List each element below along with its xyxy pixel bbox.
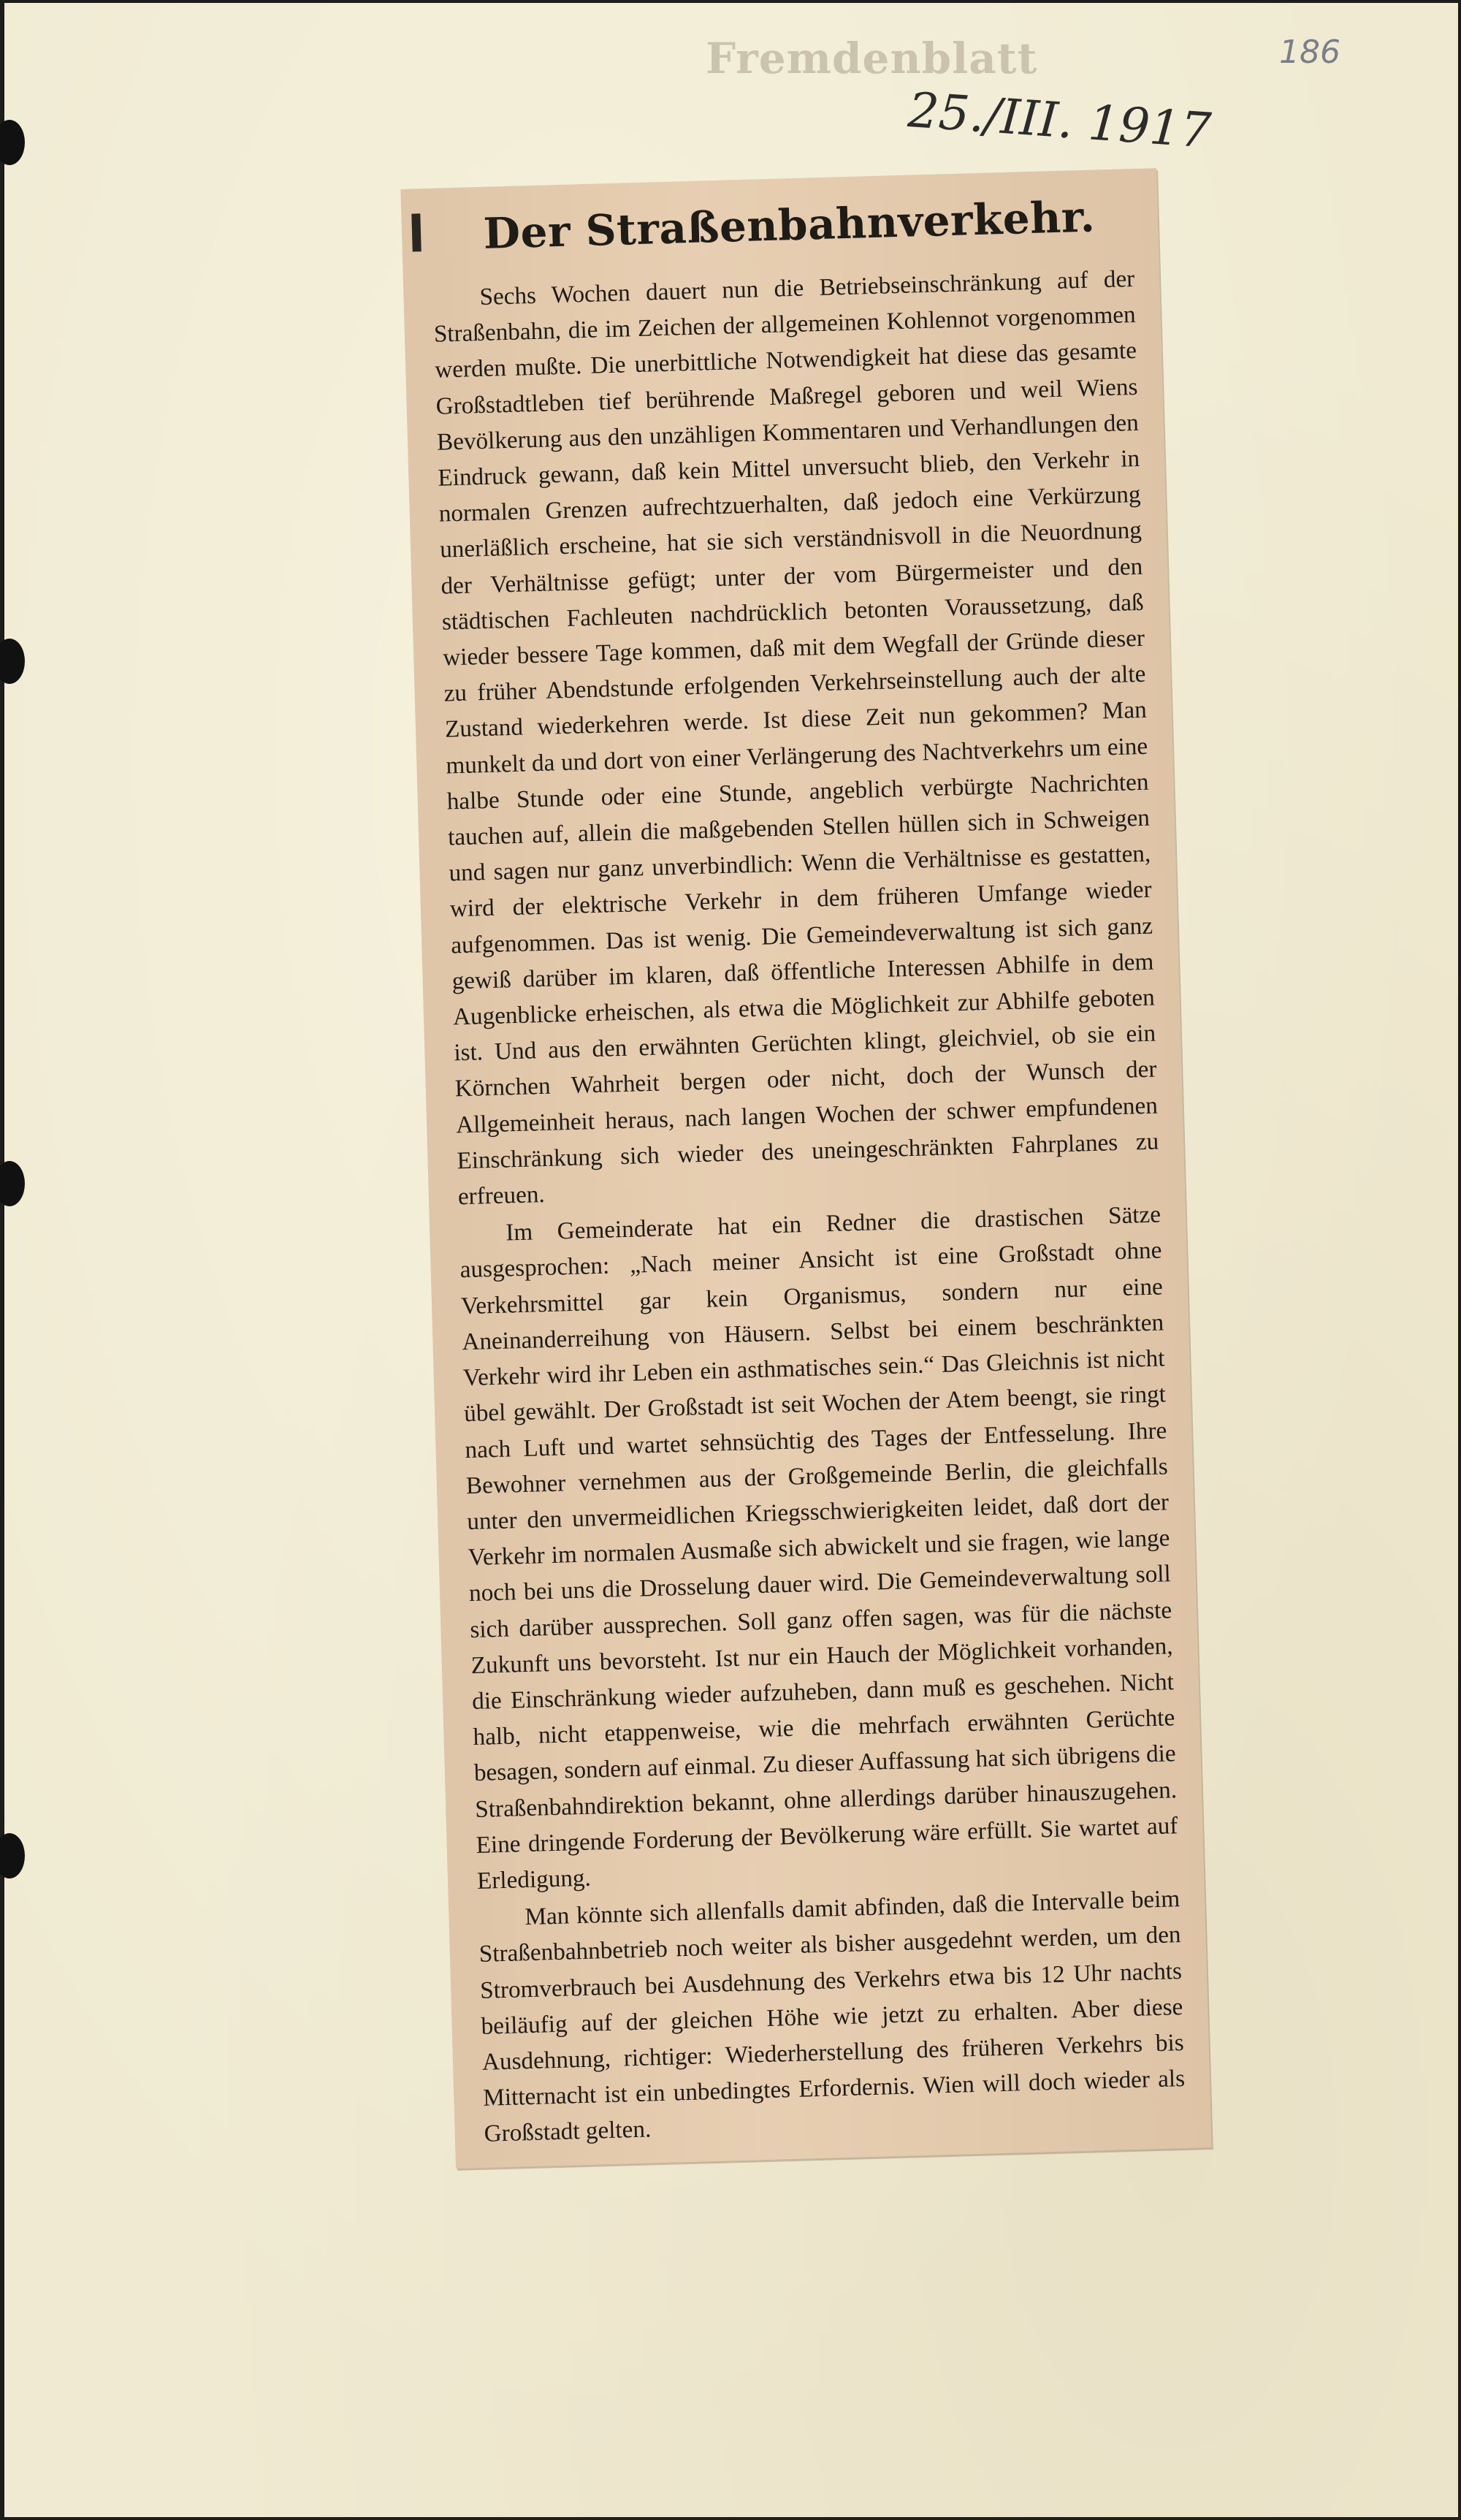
handwritten-date: 25./III. 1917 bbox=[906, 82, 1213, 159]
punch-hole bbox=[0, 120, 25, 165]
article-paragraph: Sechs Wochen dauert nun die Betriebseinschränkung auf der Straßenbahn, die im Zeichen der allgemeinen Kohlennot vorgenommen werden mußte. Die unerbittliche Notwendigkeit hat diese das gesamte Großstadtleben tief berührende Maßregel geboren und weil Wiens Bevölkerung aus den unzähligen Kommentaren und Verhandlungen den Eindruck gewann, daß kein Mittel unversucht blieb, den Verkehr in normalen Grenzen aufrechtzuerhalten, daß jedoch eine Verkürzung unerläßlich erscheine, hat sie sich verständnisvoll in die Neuordnung der Verhältnisse gefügt; unter der vom Bürgermeister und den städtischen Fachleuten nachdrücklich betonten Voraussetzung, daß wieder bessere Tage kommen, daß mit dem Wegfall der Gründe dieser zu früher Abendstunde erfolgenden Verkehrseinstellung auch der alte Zustand wiederkehren werde. Ist diese Zeit nun gekommen? Man munkelt da und dort von einer Verlängerung des Nachtverkehrs um eine halbe Stunde oder eine Stunde, angeblich verbürgte Nachrichten tauchen auf, allein die maßgebenden Stellen hüllen sich in Schweigen und sagen nur ganz unverbindlich: Wenn die Verhältnisse es gestatten, wird der elektrische Verkehr in dem früheren Umfange wieder aufgenommen. Das ist wenig. Die Gemeindeverwaltung ist sich ganz gewiß darüber im klaren, daß öffentliche Interessen Abhilfe in dem Augenblicke erheischen, als etwa die Möglichkeit zur Abhilfe geboten ist. Und aus den erwähnten Gerüchten klingt, gleichviel, ob sie ein Körnchen Wahrheit bergen oder nicht, doch der Wunsch der Allgemeinheit heraus, nach langen Wochen der schwer empfundenen Einschränkung sich wieder des uneingeschränkten Fahrplanes zu erfreuen. bbox=[433, 264, 1159, 1211]
archive-sheet bbox=[4, 3, 1458, 2517]
article-title: Der Straßenbahnverkehr. bbox=[482, 191, 1096, 259]
article-paragraph: Im Gemeinderate hat ein Redner die drastischen Sätze ausgesprochen: „Nach meiner Ansicht ist eine Großstadt ohne Verkehrsmittel gar kein Organismus, sondern nur eine Aneinanderreihung von Häusern. Selbst bei einem beschränkten Verkehr wird ihr Leben ein asthmatisches sein.“ Das Gleichnis ist nicht übel gewählt. Der Großstadt ist seit Wochen der Atem beengt, sie ringt nach Luft und wartet sehnsüchtig des Tages der Entfesselung. Ihre Bewohner vernehmen aus der Großgemeinde Berlin, die gleichfalls unter den unvermeidlichen Kriegsschwierigkeiten leidet, daß dort der Verkehr im normalen Ausmaße sich abwickelt und sie fragen, wie lange noch bei uns die Drosselung dauer wird. Die Gemeindeverwaltung soll sich darüber aussprechen. Soll ganz offen sagen, was für die nächste Zukunft uns bevorsteht. Ist nur ein Hauch der Möglichkeit vorhanden, die Einschränkung wieder aufzuheben, dann muß es geschehen. Nicht halb, nicht etappenweise, wie die mehrfach erwähnten Gerüchte besagen, sondern auf einmal. Zu dieser Auffassung hat sich übrigens die Straßenbahndirektion bekannt, ohne allerdings darüber hinauszugehen. Eine dringende Forderung der Bevölkerung wäre erfüllt. Sie wartet auf Erledigung. bbox=[459, 1200, 1178, 1895]
punch-hole bbox=[0, 639, 25, 684]
article-body bbox=[400, 168, 1211, 2167]
column-marker bbox=[411, 213, 421, 251]
article-paragraph: Man könnte sich allenfalls damit abfinden, daß die Intervalle beim Straßenbahnbetrieb noch weiter als bisher ausgedehnt werden, um den Stromverbrauch bei Ausdehnung des Verkehrs etwa bis 12 Uhr nachts beiläufig auf der gleichen Höhe wie jetzt zu erhalten. Aber diese Ausdehnung, richtiger: Wiederherstellung des früheren Verkehrs bis Mitternacht ist ein unbedingtes Erfordernis. Wien will doch wieder als Großstadt gelten. bbox=[478, 1885, 1186, 2148]
punch-hole bbox=[0, 1833, 25, 1878]
newspaper-clipping bbox=[400, 168, 1211, 2169]
newspaper-stamp: Fremdenblatt bbox=[706, 34, 1038, 83]
folio-number: 186 bbox=[1279, 34, 1340, 71]
punch-hole bbox=[0, 1161, 25, 1206]
